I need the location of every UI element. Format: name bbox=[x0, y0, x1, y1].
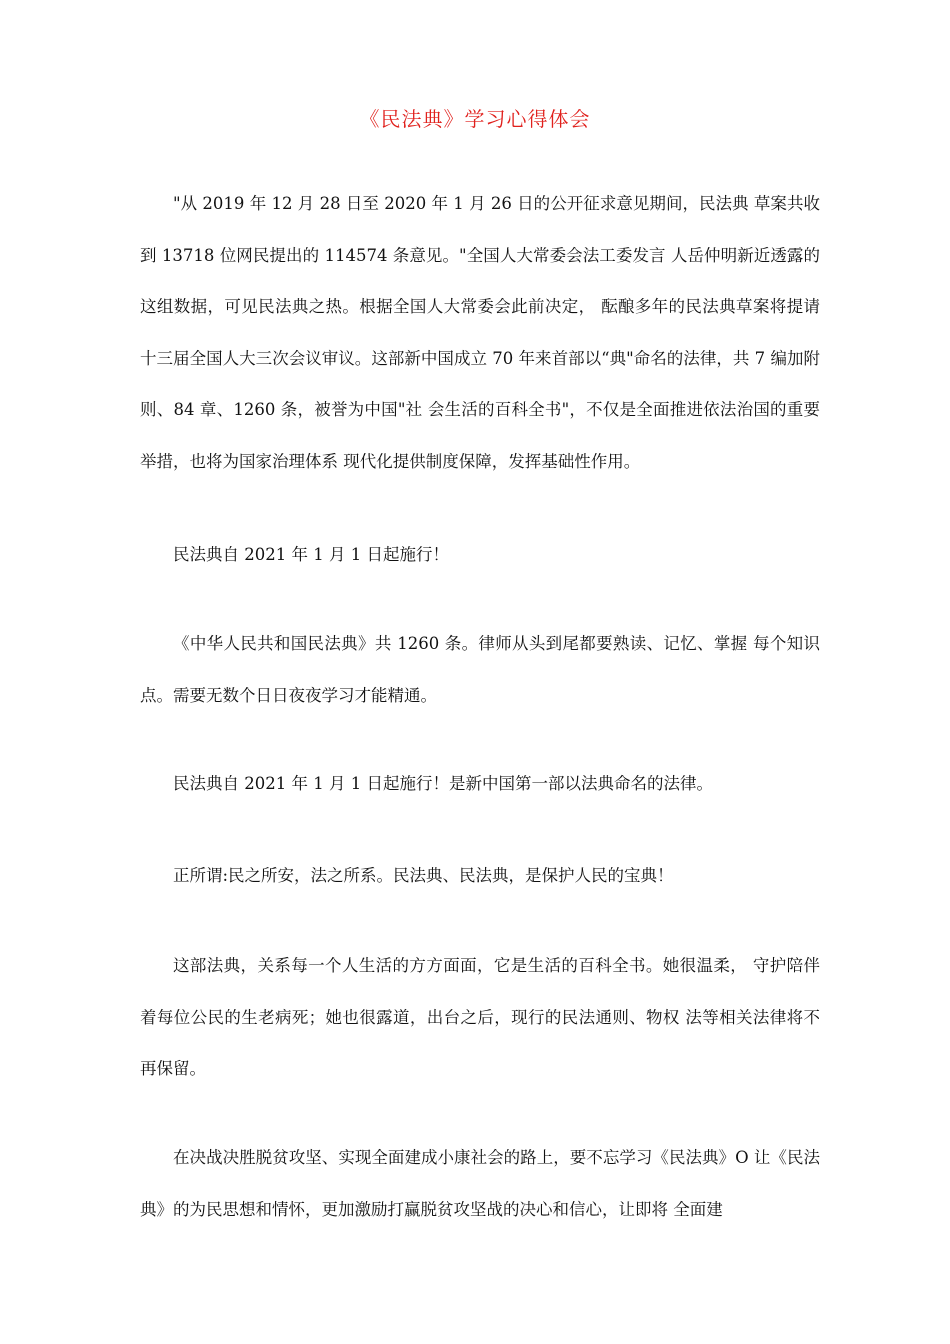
paragraph-everyday-life: 这部法典，关系每一个人生活的方方面面，它是生活的百科全书。她很温柔， 守护陪伴着每位公民的生老病死；她也很露道，出台之后，现行的民法通则、物权 法等相关法律将不再保留。 bbox=[140, 956, 820, 1078]
paragraph-effective-date: 民法典自 2021 年 1 月 1 日起施行！ bbox=[173, 545, 449, 564]
paragraph-article-count: 《中华人民共和国民法典》共 1260 条。律师从头到尾都要熟读、记忆、掌握 每个知识点。需要无数个日日夜夜学习才能精通。 bbox=[140, 634, 820, 705]
paragraph-first-code: 民法典自 2021 年 1 月 1 日起施行！是新中国第一部以法典命名的法律。 bbox=[173, 774, 713, 793]
paragraph-protect-people: 正所谓:民之所安，法之所系。民法典、民法典，是保护人民的宝典！ bbox=[173, 866, 674, 885]
document-title: 《民法典》学习心得体会 bbox=[359, 107, 591, 131]
paragraph-public-comments: "从 2019 年 12 月 28 日至 2020 年 1 月 26 日的公开征求意见期间，民法典 草案共收到 13718 位网民提出的 114574 条意见。"全国人大常委会法工委发言 人岳仲明新近透露的这组数据，可见民法典之热。根据全国人大常委会此前决定， 酝酿多年的民法典草案将提请十三届全国人大三次会议审议。这部新中国成立 70 年来首部以“典"命名的法律，共 7 编加附则、84 章、1260 条，被誉为中国"社 会生活的百科全书"，不仅是全面推进依法治国的重要举措，也将为国家治理体系 现代化提供制度保障，发挥基础性作用。 bbox=[140, 194, 820, 471]
paragraph-poverty-alleviation: 在决战决胜脱贫攻坚、实现全面建成小康社会的路上，要不忘学习《民法典》O 让《民法典》的为民思想和情怀，更加激励打赢脱贫攻坚战的决心和信心，让即将 全面建 bbox=[140, 1148, 820, 1219]
